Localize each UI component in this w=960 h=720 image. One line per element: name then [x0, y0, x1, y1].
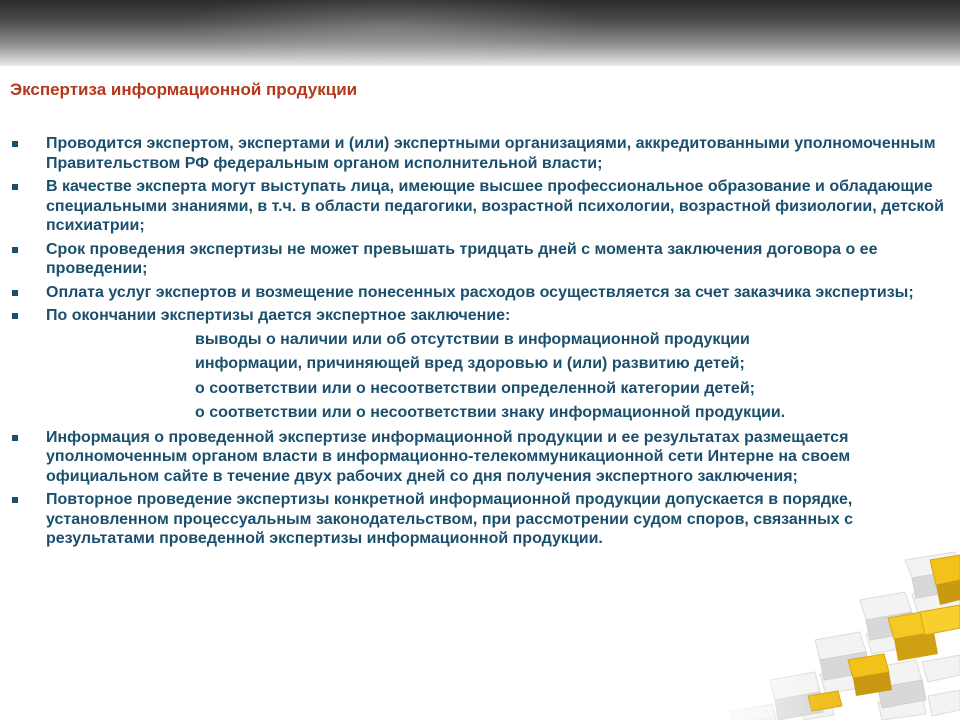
bullet-list	[10, 134, 950, 553]
header-banner	[0, 0, 960, 66]
square-bullet-icon	[12, 497, 18, 503]
yellow-cubes	[808, 555, 960, 711]
list-item	[10, 306, 950, 423]
list-item-text: Информация о проведенной экспертизе информационной продукции и ее результатах размещается уполномоченным органом власти в информационно-телекоммуникационной сети Интерне на своем официальном сайте в течение двух рабочих дней со дня получения экспертного заключения;	[46, 428, 851, 485]
square-bullet-icon	[12, 141, 18, 147]
list-item	[10, 428, 950, 487]
list-item-text: Повторное проведение экспертизы конкретной информационной продукции допускается в порядке, установленном процессуальным законодательством, при рассмотрении судом споров, связанных с результатами проведенной экспертизы информационной продукции.	[46, 491, 854, 547]
list-item-text: В качестве эксперта могут выступать лица, имеющие высшее профессиональное образование и обладающие специальными знаниями, в т.ч. в области педагогики, возрастной психологии, возрастной физиологии, детской психиатрии;	[46, 178, 944, 234]
sub-list-item: выводы о наличии или об отсутствии в информационной продукции	[195, 330, 750, 348]
sub-list-item: информации, причиняющей вред здоровью и (или) развитию детей;	[195, 355, 745, 372]
list-item-text: Срок проведения экспертизы не может превышать тридцать дней с момента заключения договора о ее проведении;	[46, 240, 878, 277]
list-item-text: По окончании экспертизы дается экспертное заключение:	[46, 307, 511, 324]
square-bullet-icon	[12, 313, 18, 319]
slide-title: Экспертиза информационной продукции	[10, 80, 358, 99]
list-item-text: Проводится экспертом, экспертами и (или) экспертными организациями, аккредитованными уполномоченным Правительством РФ федеральным органом исполнительной власти;	[46, 135, 936, 172]
conclusion-sub-list	[46, 330, 950, 423]
square-bullet-icon	[12, 290, 18, 296]
cube-grid	[700, 540, 960, 720]
header-glow	[180, 0, 600, 66]
square-bullet-icon	[12, 435, 18, 441]
list-item	[10, 490, 950, 549]
square-bullet-icon	[12, 184, 18, 190]
list-item-text: Оплата услуг экспертов и возмещение понесенных расходов осуществляется за счет заказчика экспертизы;	[46, 283, 914, 301]
list-item	[10, 177, 950, 236]
sub-list-item: о соответствии или о несоответствии знаку информационной продукции.	[195, 404, 786, 421]
square-bullet-icon	[12, 247, 18, 253]
list-item	[10, 283, 950, 303]
sub-list-item: о соответствии или о несоответствии определенной категории детей;	[195, 379, 755, 397]
list-item	[10, 240, 950, 279]
list-item	[10, 134, 950, 173]
